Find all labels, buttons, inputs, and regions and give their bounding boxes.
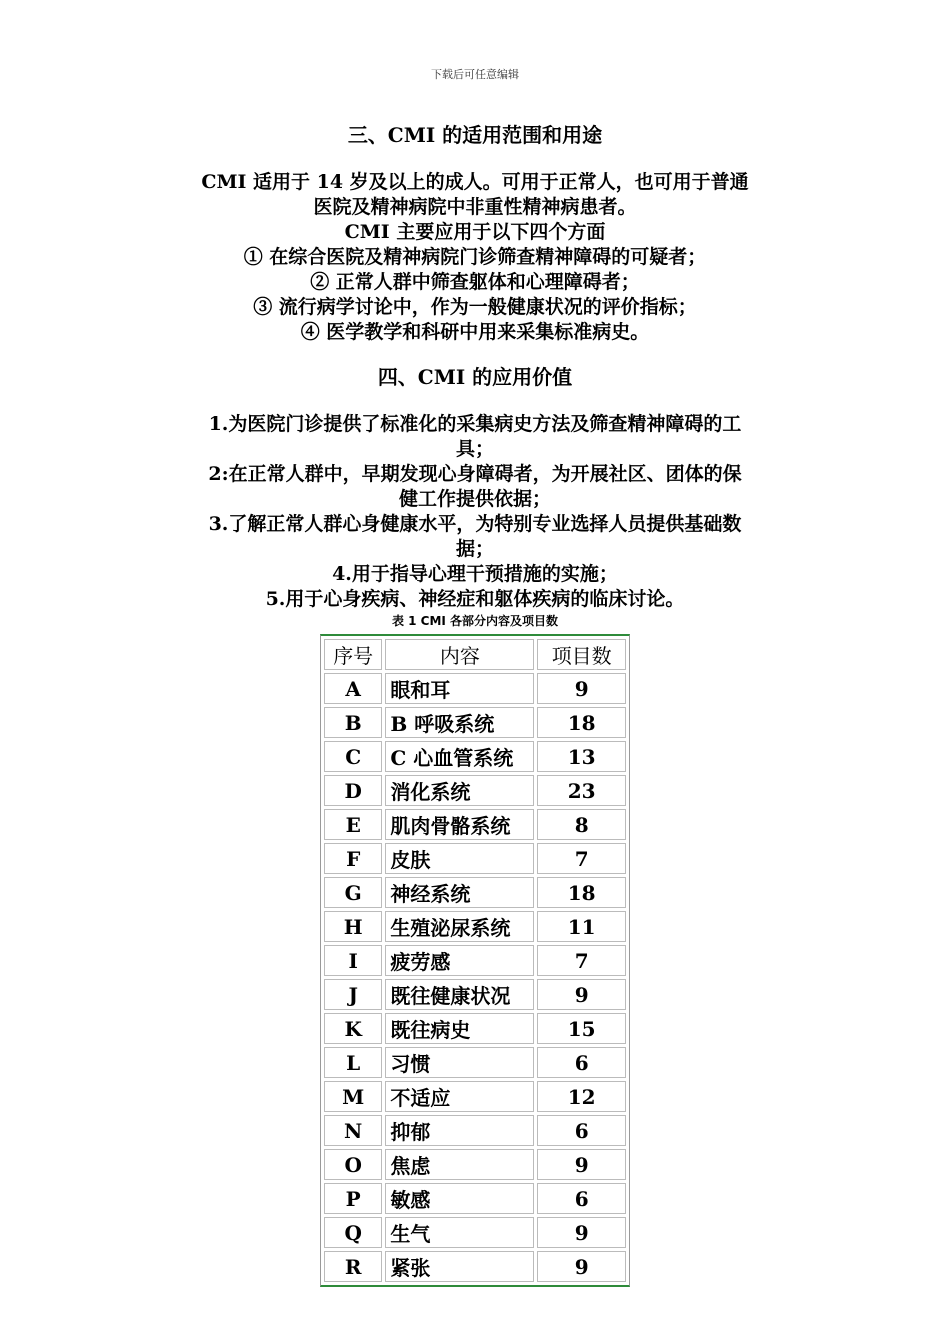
section-4-line: 5.用于心身疾病、神经症和躯体疾病的临床讨论。 [265,588,685,610]
row-item-count: 8 [537,809,626,840]
row-item-count: 18 [537,707,626,738]
table-row [324,1047,626,1078]
section-4-title: 四、CMI 的应用价值 [377,365,573,389]
row-item-count: 18 [537,877,626,908]
row-code: N [324,1115,382,1146]
row-code: E [324,809,382,840]
row-content: 皮肤 [385,843,534,874]
section-4 [150,364,800,612]
section-4-line: 3.了解正常人群心身健康水平，为特别专业选择人员提供基础数 [208,513,742,535]
column-header: 项目数 [537,639,626,670]
section-3-line: ① 在综合医院及精神病院门诊筛查精神障碍的可疑者； [243,246,707,268]
table-row [324,843,626,874]
table-row [324,1217,626,1248]
row-item-count: 6 [537,1115,626,1146]
row-content: 既往病史 [385,1013,534,1044]
row-item-count: 6 [537,1183,626,1214]
table-row [324,945,626,976]
cmi-table [320,634,630,1287]
table-body [324,673,626,1282]
row-content: 紧张 [385,1251,534,1282]
row-item-count: 7 [537,843,626,874]
row-content: 生气 [385,1217,534,1248]
row-item-count: 6 [537,1047,626,1078]
row-code: R [324,1251,382,1282]
row-content: 习惯 [385,1047,534,1078]
row-content: 眼和耳 [385,673,534,704]
table-row [324,673,626,704]
section-3-line: ④ 医学教学和科研中用来采集标准病史。 [300,321,650,343]
row-code: P [324,1183,382,1214]
row-content: 生殖泌尿系统 [385,911,534,942]
row-item-count: 15 [537,1013,626,1044]
row-content: 抑郁 [385,1115,534,1146]
section-3-line: ② 正常人群中筛查躯体和心理障碍者； [310,271,640,293]
section-3-title: 三、CMI 的适用范围和用途 [347,123,603,147]
table-row [324,1081,626,1112]
row-code: J [324,979,382,1010]
row-item-count: 9 [537,979,626,1010]
table-row [324,911,626,942]
row-content: 疲劳感 [385,945,534,976]
section-3-line: CMI 主要应用于以下四个方面 [344,221,606,243]
row-content: B 呼吸系统 [385,707,534,738]
table-row [324,775,626,806]
row-content: 既往健康状况 [385,979,534,1010]
row-content: 神经系统 [385,877,534,908]
row-code: B [324,707,382,738]
row-code: D [324,775,382,806]
column-header: 内容 [385,639,534,670]
table-row [324,1149,626,1180]
row-content: 焦虑 [385,1149,534,1180]
row-content: 不适应 [385,1081,534,1112]
table-header-row [324,639,626,670]
section-3 [150,122,800,345]
table-row [324,809,626,840]
table-row [324,1251,626,1282]
row-code: F [324,843,382,874]
row-item-count: 23 [537,775,626,806]
row-content: 敏感 [385,1183,534,1214]
section-4-line: 4.用于指导心理干预措施的实施； [332,563,618,585]
row-content: 肌肉骨骼系统 [385,809,534,840]
row-code: H [324,911,382,942]
row-code: A [324,673,382,704]
section-4-line: 1.为医院门诊提供了标准化的采集病史方法及筛查精神障碍的工 [208,413,742,435]
row-code: L [324,1047,382,1078]
row-code: O [324,1149,382,1180]
table-row [324,741,626,772]
row-item-count: 9 [537,1217,626,1248]
page-header: 下载后可任意编辑 [431,68,519,81]
section-3-line: CMI 适用于 14 岁及以上的成人。可用于正常人，也可用于普通 [201,171,749,193]
row-code: G [324,877,382,908]
table-row [324,1013,626,1044]
row-item-count: 9 [537,1251,626,1282]
section-4-line: 具； [455,438,494,460]
row-code: C [324,741,382,772]
row-content: C 心血管系统 [385,741,534,772]
row-code: K [324,1013,382,1044]
row-item-count: 11 [537,911,626,942]
section-3-line: 医院及精神病院中非重性精神病患者。 [313,196,637,218]
row-item-count: 12 [537,1081,626,1112]
row-item-count: 9 [537,673,626,704]
table-row [324,979,626,1010]
section-4-line: 健工作提供依据； [398,488,551,510]
row-code: I [324,945,382,976]
table-caption: 表 1 CMI 各部分内容及项目数 [391,614,559,628]
section-4-line: 据； [455,538,494,560]
row-item-count: 13 [537,741,626,772]
table-row [324,877,626,908]
section-4-line: 2:在正常人群中，早期发现心身障碍者，为开展社区、团体的保 [208,463,742,485]
row-item-count: 7 [537,945,626,976]
row-code: M [324,1081,382,1112]
table-row [324,1115,626,1146]
row-code: Q [324,1217,382,1248]
row-content: 消化系统 [385,775,534,806]
section-3-line: ③ 流行病学讨论中，作为一般健康状况的评价指标； [253,296,697,318]
column-header: 序号 [324,639,382,670]
table-row [324,1183,626,1214]
row-item-count: 9 [537,1149,626,1180]
table-row [324,707,626,738]
